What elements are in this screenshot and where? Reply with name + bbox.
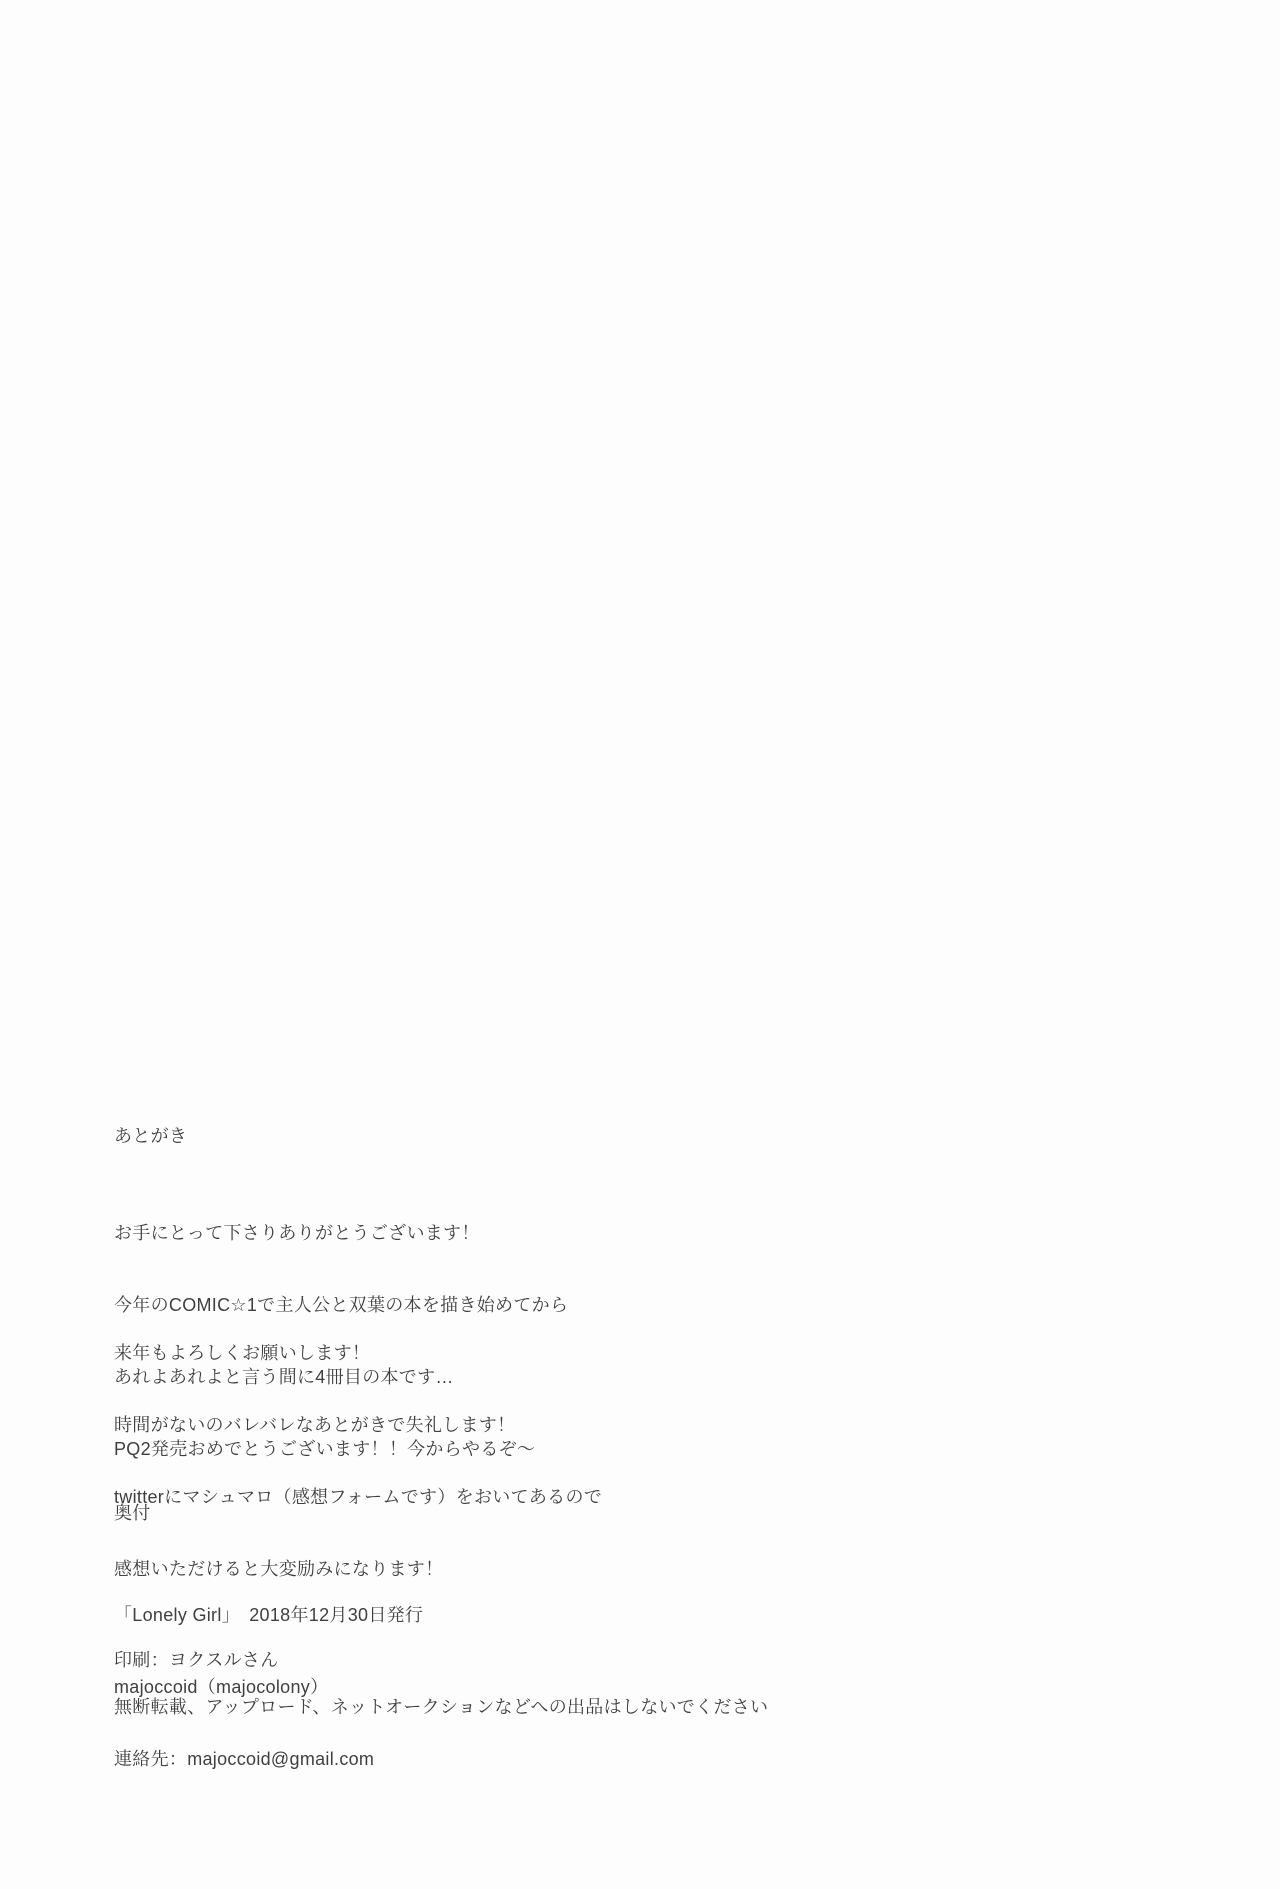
colophon-title: 奥付 <box>114 1503 151 1523</box>
afterword-line: 今年のCOMIC☆1で主人公と双葉の本を描き始めてから <box>114 1295 569 1315</box>
colophon-contact-line: 連絡先：majoccoid@gmail.com <box>114 1749 375 1769</box>
afterword-line: PQ2発売おめでとうございます！！今からやるぞ～ <box>114 1439 536 1459</box>
afterword-line: 感想いただけると大変励みになります！ <box>114 1559 444 1579</box>
afterword-line: あれよあれよと言う間に4冊目の本です… <box>114 1367 454 1387</box>
afterword-line: お手にとって下さりありがとうございます！ <box>114 1223 480 1243</box>
afterword-line: 来年もよろしくお願いします！ <box>114 1343 371 1363</box>
afterword-line: twitterにマシュマロ（感想フォームです）をおいてあるので <box>114 1487 603 1507</box>
afterword-title: あとがき <box>114 1126 188 1146</box>
colophon-publication-line: 「Lonely Girl」 2018年12月30日発行 <box>114 1605 424 1625</box>
colophon-notice-line: 無断転載、アップロード、ネットオークションなどへの出品はしないでください <box>114 1697 769 1717</box>
colophon-circle-line: majoccoid（majocolony） <box>114 1677 329 1697</box>
afterword-line: 時間がないのバレバレなあとがきで失礼します！ <box>114 1415 516 1435</box>
colophon-info-block <box>114 1555 423 1819</box>
colophon-printer-line: 印刷：ヨクスルさん <box>114 1650 279 1670</box>
